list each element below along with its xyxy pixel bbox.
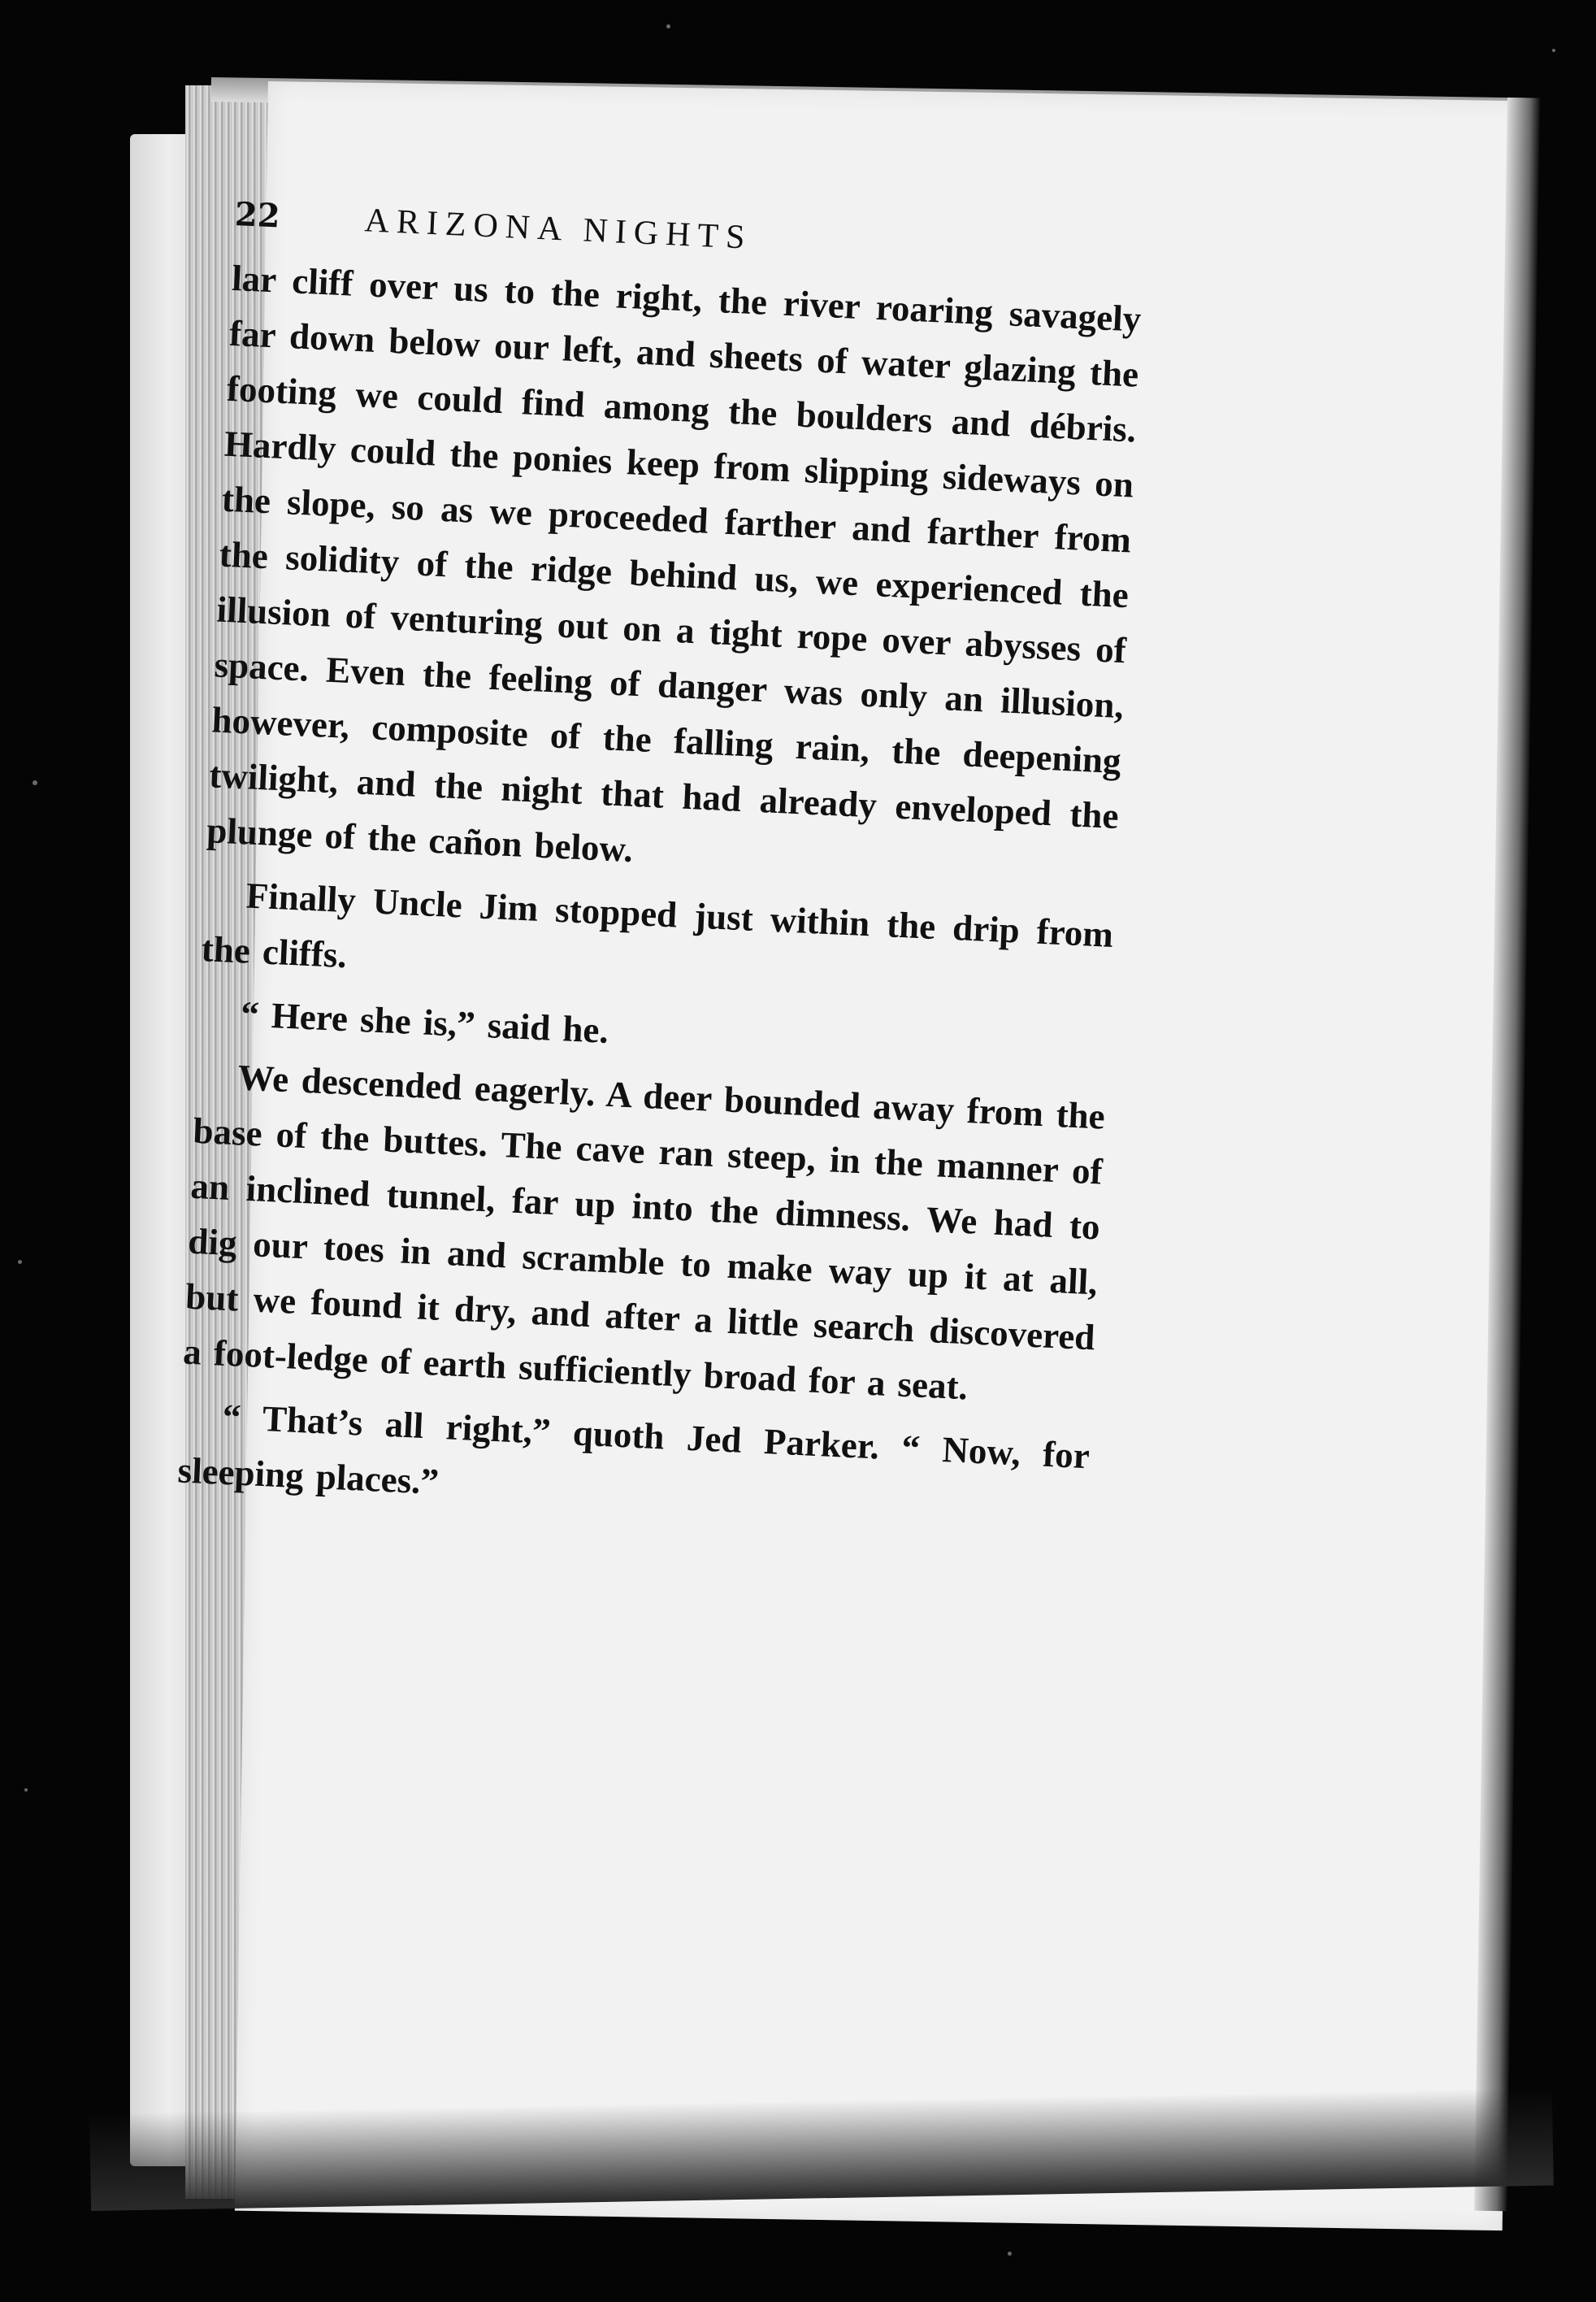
paragraph: “ Here she is,” said he. — [240, 993, 609, 1051]
paragraph: We descended eagerly. A deer bounded away from the base of the buttes. The cave ran steep, in the manner of an inclined tunnel, far up into the dimness. We had to dig our toes in and scramble to make way up it at all, but we found it dry, and after a little search discovered a foot-ledge of earth sufficiently broad for a seat. — [182, 1057, 1106, 1408]
paragraph: Finally Uncle Jim stopped just within the drip from the cliffs. — [200, 875, 1114, 976]
scan-speck — [18, 1260, 22, 1264]
page-number: 22 — [233, 195, 281, 236]
scan-speck — [1552, 49, 1555, 52]
paragraph: lar cliff over us to the right, the river roaring savagely far down below our left, and sheets of water glazing the footing we could find among the boulders and débris. Hardly could the ponies keep from slipping sideways on the slope, so as we proceeded farther and farther from the solidity of the ridge behind us, we experienced the illusion of venturing out on a tight rope over abysses of space. Even the feeling of danger was only an illusion, however, composite of the falling rain, the deepening twilight, and the night that had already enveloped the plunge of the cañon below. — [206, 257, 1143, 870]
running-title: ARIZONA NIGHTS — [363, 202, 753, 257]
scan-speck — [1008, 2252, 1012, 2256]
scan-speck — [24, 1788, 28, 1792]
paragraph: “ That’s all right,” quoth Jed Parker. “ Now, for sleeping places.” — [176, 1396, 1091, 1502]
scan-speck — [33, 780, 37, 785]
page-text-block — [176, 195, 1145, 1547]
scan-speck — [666, 24, 670, 28]
